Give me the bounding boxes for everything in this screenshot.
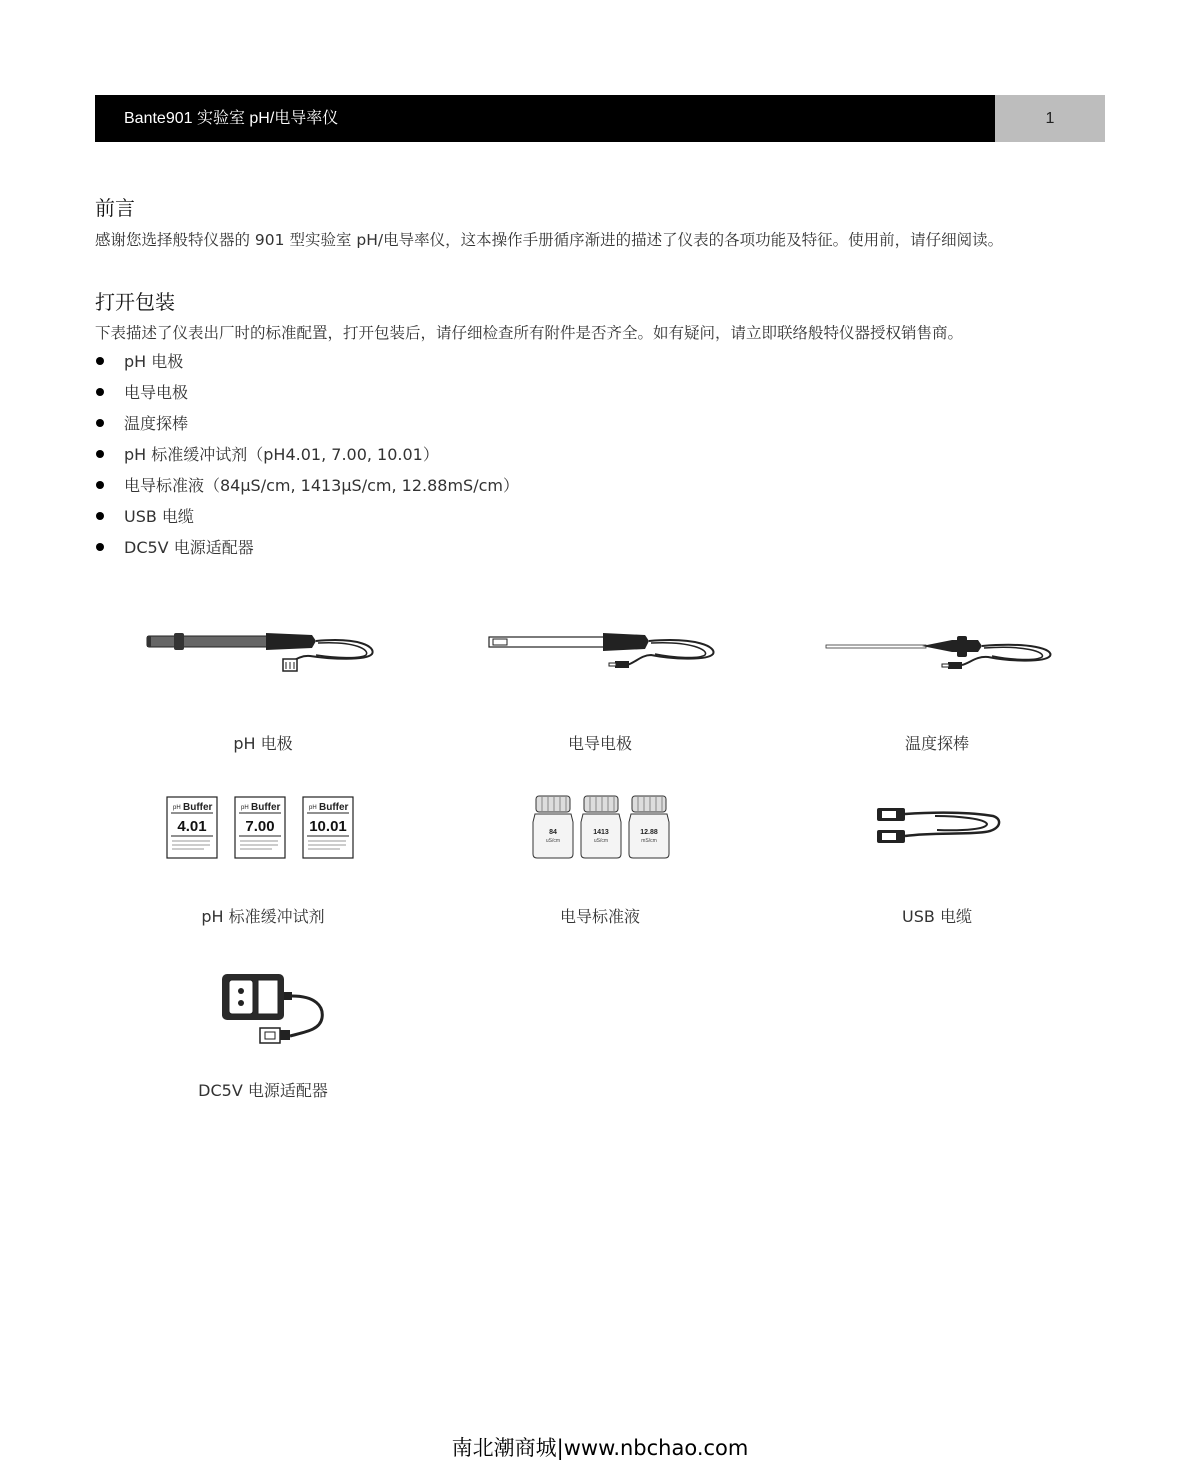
bullet-icon	[96, 481, 104, 489]
preface-heading: 前言	[95, 196, 135, 220]
svg-text:uS/cm: uS/cm	[545, 838, 561, 844]
list-item: 温度探棒	[95, 408, 519, 439]
list-item: USB 电缆	[95, 501, 519, 532]
ph-electrode-icon	[140, 625, 385, 680]
bullet-icon	[96, 543, 104, 551]
preface-text: 感谢您选择般特仪器的 901 型实验室 pH/电导率仪，这本操作手册循序渐进的描述了仪表的各项功能及特征。使用前，请仔细阅读。	[95, 231, 1004, 249]
temperature-probe-icon	[822, 625, 1057, 680]
bullet-icon	[96, 388, 104, 396]
standard-bottle-84	[533, 796, 573, 858]
usb-cable-icon	[875, 806, 1005, 846]
conductivity-electrode-illustration	[485, 625, 720, 680]
svg-text:Buffer: Buffer	[251, 802, 281, 813]
ph-buffers-caption: pH 标准缓冲试剂	[201, 907, 325, 926]
svg-text:Buffer: Buffer	[319, 802, 349, 813]
unpacking-heading: 打开包装	[95, 290, 175, 314]
usb-cable-illustration	[875, 806, 1005, 846]
bullet-icon	[96, 419, 104, 427]
list-item: 电导电极	[95, 377, 519, 408]
svg-text:4.01: 4.01	[177, 818, 207, 835]
page-header	[95, 95, 1105, 142]
svg-text:pH: pH	[309, 805, 317, 811]
ph-buffer-packets-icon	[166, 796, 356, 860]
standard-bottles-icon	[532, 794, 677, 860]
power-adapter-icon	[220, 972, 330, 1050]
svg-text:uS/cm: uS/cm	[593, 838, 609, 844]
ph-electrode-illustration	[140, 625, 385, 680]
svg-text:pH: pH	[173, 805, 181, 811]
conductivity-electrode-caption: 电导电极	[567, 734, 633, 753]
unpacking-text: 下表描述了仪表出厂时的标准配置，打开包装后，请仔细检查所有附件是否齐全。如有疑问，请立即联络般特仪器授权销售商。	[95, 324, 964, 342]
usb-cable-caption: USB 电缆	[902, 907, 972, 926]
svg-text:10.01: 10.01	[309, 818, 347, 835]
document-title: Bante901 实验室 pH/电导率仪	[95, 95, 995, 142]
bullet-icon	[96, 450, 104, 458]
temperature-probe-illustration	[822, 625, 1057, 680]
svg-text:mS/cm: mS/cm	[641, 838, 657, 844]
list-item: 电导标准液（84μS/cm, 1413μS/cm, 12.88mS/cm）	[95, 470, 519, 501]
svg-text:7.00: 7.00	[245, 818, 275, 835]
page-number: 1	[995, 95, 1105, 142]
conductivity-electrode-icon	[485, 625, 720, 680]
buffer-packet-10-01	[303, 797, 353, 858]
power-adapter-illustration	[220, 972, 330, 1050]
svg-text:12.88: 12.88	[640, 829, 658, 836]
buffer-packet-4-01	[167, 797, 217, 858]
bullet-icon	[96, 357, 104, 365]
conductivity-standards-illustration	[532, 794, 677, 860]
list-item: pH 标准缓冲试剂（pH4.01, 7.00, 10.01）	[95, 439, 519, 470]
footer-watermark: 南北潮商城|www.nbchao.com	[451, 1436, 749, 1460]
power-adapter-caption: DC5V 电源适配器	[198, 1081, 328, 1100]
standard-bottle-12-88	[629, 796, 669, 858]
svg-text:1413: 1413	[593, 829, 609, 836]
svg-text:Buffer: Buffer	[183, 802, 213, 813]
accessory-list	[95, 346, 519, 563]
list-item: DC5V 电源适配器	[95, 532, 519, 563]
bullet-icon	[96, 512, 104, 520]
svg-text:84: 84	[549, 829, 557, 836]
buffer-packet-7-00	[235, 797, 285, 858]
temperature-probe-caption: 温度探棒	[904, 734, 970, 753]
list-item: pH 电极	[95, 346, 519, 377]
svg-text:pH: pH	[241, 805, 249, 811]
conductivity-standards-caption: 电导标准液	[559, 907, 641, 926]
standard-bottle-1413	[581, 796, 621, 858]
ph-buffers-illustration	[166, 796, 356, 860]
ph-electrode-caption: pH 电极	[233, 734, 293, 753]
